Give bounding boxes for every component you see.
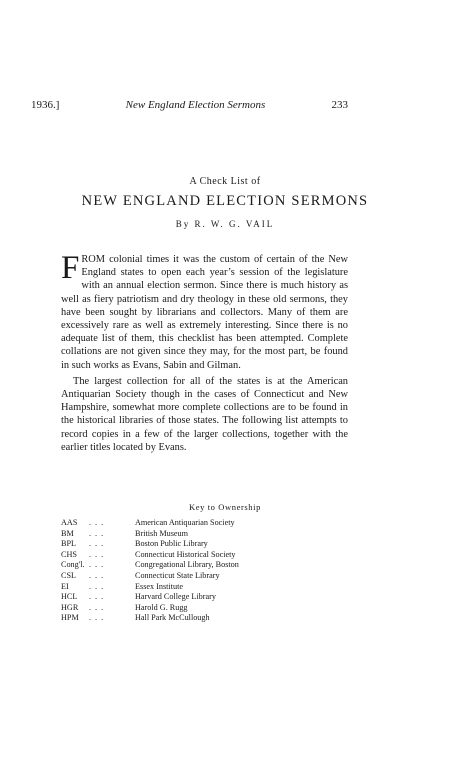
leader-dots: ...	[89, 581, 108, 591]
article-body	[61, 250, 348, 454]
key-name: Connecticut Historical Society	[135, 549, 236, 559]
key-name: Boston Public Library	[135, 539, 208, 549]
key-row	[61, 539, 351, 550]
header-year: 1936.]	[31, 99, 60, 111]
key-name: American Antiquarian Society	[135, 518, 235, 527]
page-number: 233	[331, 99, 348, 111]
key-row	[61, 592, 351, 603]
key-row	[61, 518, 351, 529]
leader-dots: ...	[89, 539, 108, 549]
key-abbr: BM	[61, 528, 74, 538]
key-row	[61, 613, 351, 624]
key-abbr: HCL	[61, 592, 78, 602]
leader-dots: ...	[89, 602, 108, 612]
key-title: Key to Ownership	[189, 502, 261, 512]
key-name: British Museum	[135, 528, 188, 538]
key-row	[61, 571, 351, 582]
key-name: Congregational Library, Boston	[135, 560, 239, 570]
key-row	[61, 560, 351, 571]
key-name: Harvard College Library	[135, 592, 216, 602]
leader-dots: ...	[89, 570, 108, 580]
article-byline: By R. W. G. VAIL	[175, 219, 275, 229]
leader-dots: ...	[89, 592, 108, 602]
key-row	[61, 529, 351, 540]
key-abbr: Cong'l.	[61, 560, 85, 570]
drop-cap: F	[61, 250, 80, 286]
paragraph-1-text: ROM colonial times it was the custom of certain of the New England states to open each year’s session of the legislature with an annual election sermon. Since there is much history as well as fiery patriotism and dry theology in these old sermons, they have been sought by librarians and collectors. Many of them are excessively rare as well as extremely interesting. Since there is no adequate list of them, this checklist has been attempted. Complete collations are not given since they may, for the most part, be found in such works as Evans, Sabin and Gilman.	[61, 254, 348, 371]
key-abbr: EI	[61, 581, 69, 591]
key-row	[61, 582, 351, 593]
ownership-key-list	[61, 518, 351, 624]
leader-dots: ...	[89, 549, 108, 559]
key-name: Essex Institute	[135, 581, 183, 591]
key-row	[61, 550, 351, 561]
key-abbr: HPM	[61, 613, 79, 623]
key-abbr: CSL	[61, 570, 77, 580]
key-name: Hall Park McCullough	[135, 613, 210, 623]
paragraph-2: The largest collection for all of the states is at the American Antiquarian Society though in the cases of Connecticut and New Hampshire, somewhat more complete collections are to be found in the historical libraries of those states. The following list attempts to record copies in a few of the larger collections, together with the earlier titles located by Evans.	[61, 375, 348, 453]
key-abbr: BPL	[61, 539, 77, 549]
key-row	[61, 603, 351, 614]
leader-dots: ...	[89, 613, 108, 623]
key-abbr: AAS	[61, 518, 78, 527]
running-header	[31, 99, 348, 111]
article-kicker: A Check List of	[189, 176, 261, 187]
paragraph-1	[61, 250, 348, 372]
key-abbr: HGR	[61, 602, 79, 612]
running-title: New England Election Sermons	[125, 99, 266, 111]
leader-dots: ...	[89, 560, 108, 570]
key-name: Connecticut State Library	[135, 570, 220, 580]
key-name: Harold G. Rugg	[135, 602, 188, 612]
article-title: NEW ENGLAND ELECTION SERMONS	[81, 193, 369, 209]
leader-dots: ...	[89, 518, 108, 527]
leader-dots: ...	[89, 528, 108, 538]
key-abbr: CHS	[61, 549, 77, 559]
